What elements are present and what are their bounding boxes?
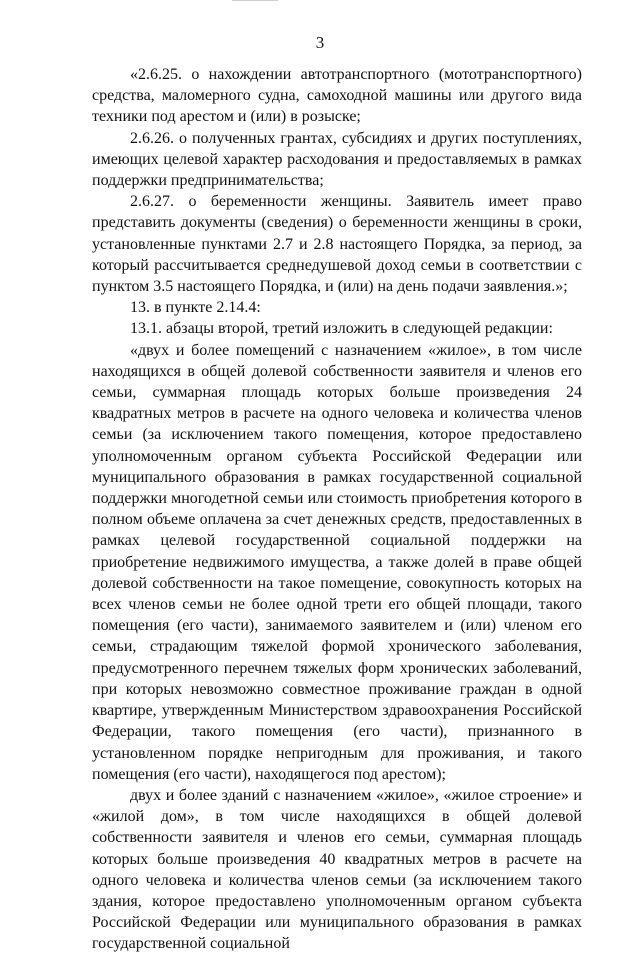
paragraph-2-6-25: «2.6.25. о нахождении автотранспортного (мототранспортного) средства, маломерного судна, самоходной машины или другого вида техники под арестом и (или) в розыске; [92, 66, 582, 126]
paragraph-2-6-26: 2.6.26. о полученных грантах, субсидиях и других поступлениях, имеющих целевой характер расходования и предоставляемых в рамках поддержки предпринимательства; [92, 129, 582, 190]
paragraph-item-13: 13. в пункте 2.14.4: [130, 299, 261, 317]
top-edge-mark [232, 0, 278, 1]
paragraph-item-13-1: 13.1. абзацы второй, третий изложить в следующей редакции: [130, 320, 553, 338]
document-body [92, 64, 582, 955]
page-number: 3 [315, 33, 325, 52]
paragraph-buildings: двух и более зданий с назначением «жилое», «жилое строение» и «жилой дом», в том числе находящихся в общей долевой собственности заявителя и членов его семьи, суммарная площадь которых больше произведения 40 квадратных метров в расчете на одного человека и количества членов семьи (за исключением такого здания, которое предоставлено уполномоченным органом субъекта Российской Федерации или муниципального образования в рамках государственной социальной [92, 786, 582, 953]
paragraph-premises: «двух и более помещений с назначением «жилое», в том числе находящихся в общей долевой собственности заявителя и членов его семьи, суммарная площадь которых больше произведения 24 квадратных метров в расчете на одного человека и количества членов семьи (за исключением такого помещения, которое предоставлено уполномоченным органом субъекта Российской Федерации или муниципального образования в рамках государственной социальной поддержки многодетной семьи или стоимость приобретения которого в полном объеме оплачена за счет денежных средств, предоставленных в рамках целевой государственной социальной поддержки на приобретение недвижимого имущества, а также долей в праве общей долевой собственности на такое помещение, совокупность которых на всех членов семьи не более одной трети его общей площади, такого помещения (его части), занимаемого заявителем и (или) членом его семьи, страдающим тяжелой формой хронического заболевания, предусмотренного перечнем тяжелых форм хронических заболеваний, при которых невозможно совместное проживание граждан в одной квартире, утвержденным Министерством здравоохранения Российской Федерации, такого помещения (его части), признанного в установленном порядке непригодным для проживания, и такого помещения (его части), находящегося под арестом); [92, 341, 582, 783]
paragraph-2-6-27: 2.6.27. о беременности женщины. Заявитель имеет право представить документы (сведения) о беременности женщины в сроки, установленные пунктами 2.7 и 2.8 настоящего Порядка, за период, за который рассчитывается среднедушевой доход семьи в соответствии с пунктом 3.5 настоящего Порядка, и (или) на день подачи заявления.»; [92, 193, 582, 296]
